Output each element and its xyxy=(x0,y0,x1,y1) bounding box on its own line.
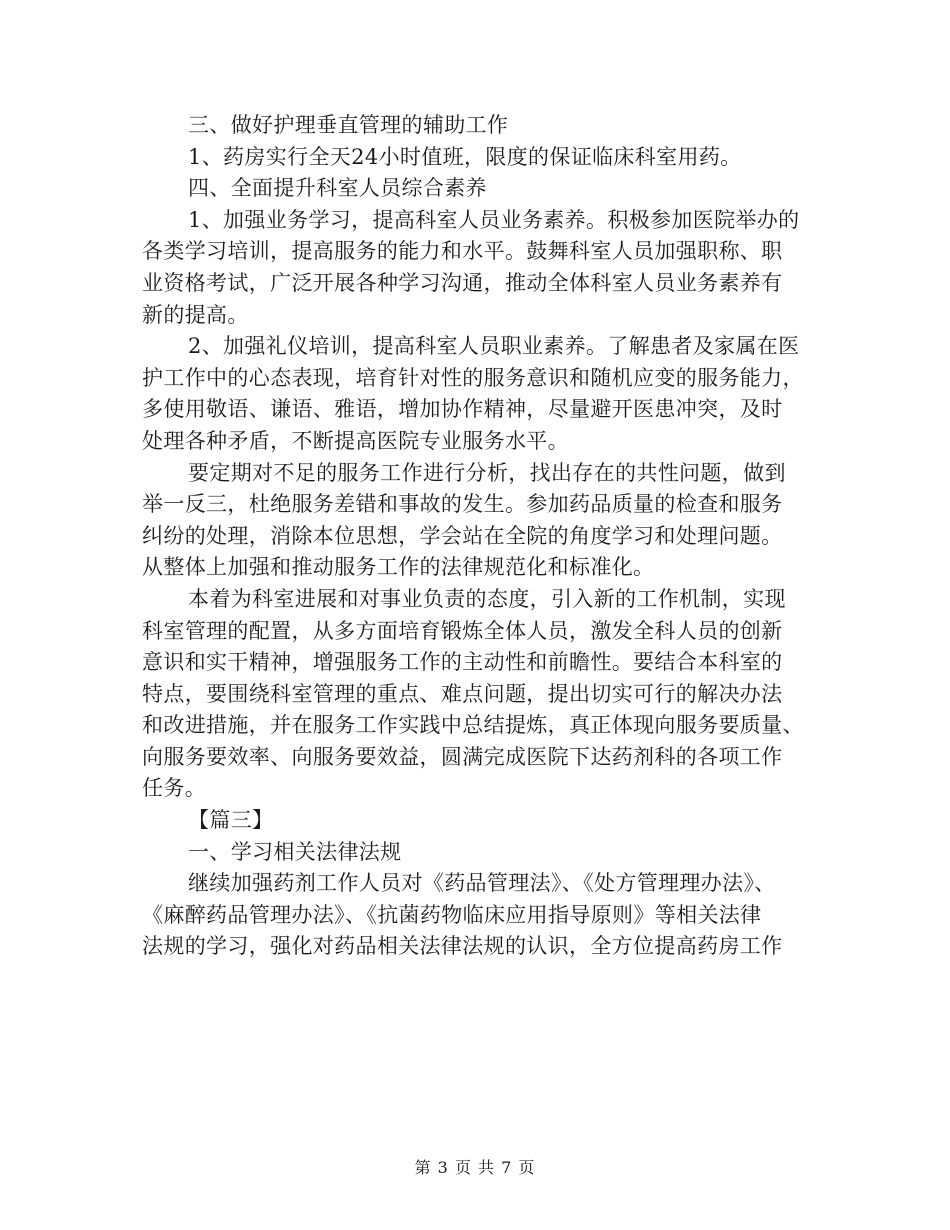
text-line: 科室管理的配置，从多方面培育锻炼全体人员，激发全科人员的创新 xyxy=(142,618,783,643)
text-line: 1、药房实行全天24小时值班，限度的保证临床科室用药。 xyxy=(188,144,742,169)
text-line: 【篇三】 xyxy=(188,808,274,833)
text-line: 要定期对不足的服务工作进行分析，找出存在的共性问题，做到 xyxy=(188,460,786,485)
paragraph xyxy=(142,205,814,331)
text-line: 法规的学习，强化对药品相关法律法规的认识，全方位提高药房工作 xyxy=(142,934,783,959)
text-line: 新的提高。 xyxy=(142,302,249,327)
paragraph xyxy=(142,868,814,963)
paragraph xyxy=(142,331,814,457)
text-line: 任务。 xyxy=(142,776,207,801)
text-line: 和改进措施，并在服务工作实践中总结提炼，真正体现向服务要质量、 xyxy=(142,713,804,738)
text-line: 举一反三，杜绝服务差错和事故的发生。参加药品质量的检查和服务 xyxy=(142,492,783,517)
text-line: 从整体上加强和推动服务工作的法律规范化和标准化。 xyxy=(142,555,655,580)
paragraph xyxy=(142,173,814,205)
paragraph xyxy=(142,837,814,869)
text-line: 向服务要效率、向服务要效益，圆满完成医院下达药剂科的各项工作 xyxy=(142,744,783,769)
paragraph xyxy=(142,805,814,837)
text-line: 纠纷的处理，消除本位思想，学会站在全院的角度学习和处理问题。 xyxy=(142,523,783,548)
paragraph xyxy=(142,142,814,174)
text-line: 继续加强药剂工作人员对《药品管理法》、《处方管理理办法》、 xyxy=(188,871,776,896)
text-line: 三、做好护理垂直管理的辅助工作 xyxy=(188,113,509,137)
text-line: 意识和实干精神，增强服务工作的主动性和前瞻性。要结合本科室的 xyxy=(142,650,783,675)
text-line: 2、加强礼仪培训，提高科室人员职业素养。了解患者及家属在医 xyxy=(188,334,800,359)
text-line: 护工作中的心态表现，培育针对性的服务意识和随机应变的服务能力， xyxy=(142,365,804,390)
text-line: 特点，要围绕科室管理的重点、难点问题，提出切实可行的解决办法 xyxy=(142,681,783,706)
page-footer: 第 3 页 共 7 页 xyxy=(414,1158,536,1177)
text-line: 各类学习培训，提高服务的能力和水平。鼓舞科室人员加强职称、职 xyxy=(142,239,783,264)
text-line: 一、学习相关法律法规 xyxy=(188,839,402,864)
text-line: 处理各种矛盾，不断提高医院专业服务水平。 xyxy=(142,428,569,453)
text-line: 业资格考试，广泛开展各种学习沟通，推动全体科室人员业务素养有 xyxy=(142,270,783,295)
paragraph xyxy=(142,458,814,584)
paragraph xyxy=(142,584,814,805)
text-line: 四、全面提升科室人员综合素养 xyxy=(188,176,487,201)
document-body xyxy=(142,110,814,963)
text-line: 1、加强业务学习，提高科室人员业务素养。积极参加医院举办的 xyxy=(188,207,800,232)
text-line: 本着为科室进展和对事业负责的态度，引入新的工作机制，实现 xyxy=(188,586,786,611)
text-line: 《麻醉药品管理办法》、《抗菌药物临床应用指导原则》等相关法律 xyxy=(142,902,762,927)
text-line: 多使用敬语、谦语、雅语，增加协作精神，尽量避开医患冲突，及时 xyxy=(142,397,783,422)
paragraph xyxy=(142,110,814,142)
